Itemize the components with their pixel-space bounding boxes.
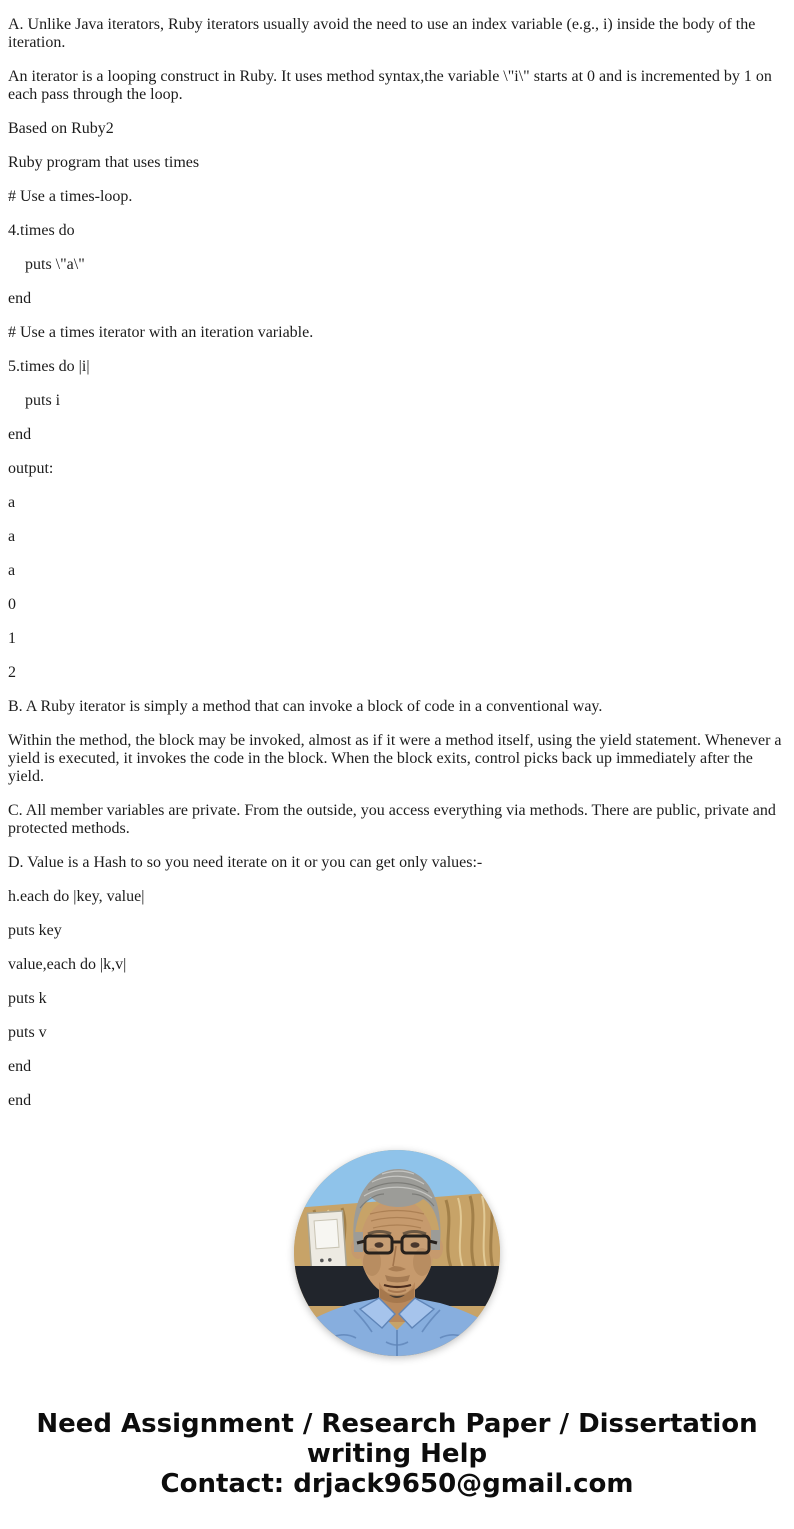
paragraph: Based on Ruby2 [8,120,114,137]
paragraph: puts i [25,392,61,409]
paragraph: puts \"a\" [25,256,85,273]
paragraph: puts k [8,990,47,1007]
paragraph: C. All member variables are private. From the outside, you access everything via methods. There are public, private and protected methods. [8,802,776,837]
paragraph: puts key [8,922,62,939]
paragraph: An iterator is a looping construct in Ruby. It uses method syntax,the variable \"i\" starts at 0 and is incremented by 1 on each pass through the loop. [8,68,772,103]
paragraph: # Use a times iterator with an iteration variable. [8,324,314,341]
paragraph: 4.times do [8,222,75,239]
paragraph: A. Unlike Java iterators, Ruby iterators usually avoid the need to use an index variable (e.g., i) inside the body of the iteration. [8,16,756,51]
footer-heading-line1: Need Assignment / Research Paper / Dissertation [36,1409,758,1439]
avatar [294,1150,500,1356]
paragraph: end [8,426,32,443]
paragraph: a [8,494,16,511]
paragraph: end [8,1058,32,1075]
paragraph: h.each do |key, value| [8,888,145,905]
document-body [8,16,786,1110]
paragraph: Within the method, the block may be invoked, almost as if it were a method itself, using the yield statement. Whenever a yield is executed, it invokes the code in the block. When the block exits, control picks back up immediately after the yield. [8,732,782,785]
footer-banner [8,1409,786,1499]
paragraph: puts v [8,1024,47,1041]
footer-contact: Contact: drjack9650@gmail.com [160,1469,634,1499]
paragraph: # Use a times-loop. [8,188,133,205]
paragraph: B. A Ruby iterator is simply a method that can invoke a block of code in a conventional way. [8,698,603,715]
paragraph: 2 [8,664,16,681]
document [8,16,786,1499]
paragraph: a [8,562,16,579]
paragraph: output: [8,460,54,477]
paragraph: 0 [8,596,16,613]
paragraph: 1 [8,630,16,647]
paragraph: a [8,528,16,545]
paragraph: end [8,1092,32,1109]
paragraph: end [8,290,32,307]
avatar-container [8,1150,786,1361]
footer-heading-line2: writing Help [306,1439,488,1469]
paragraph: value,each do |k,v| [8,956,127,973]
paragraph: D. Value is a Hash to so you need iterate on it or you can get only values:- [8,854,483,871]
profile-photo [294,1150,500,1356]
paragraph: Ruby program that uses times [8,154,200,171]
paragraph: 5.times do |i| [8,358,90,375]
